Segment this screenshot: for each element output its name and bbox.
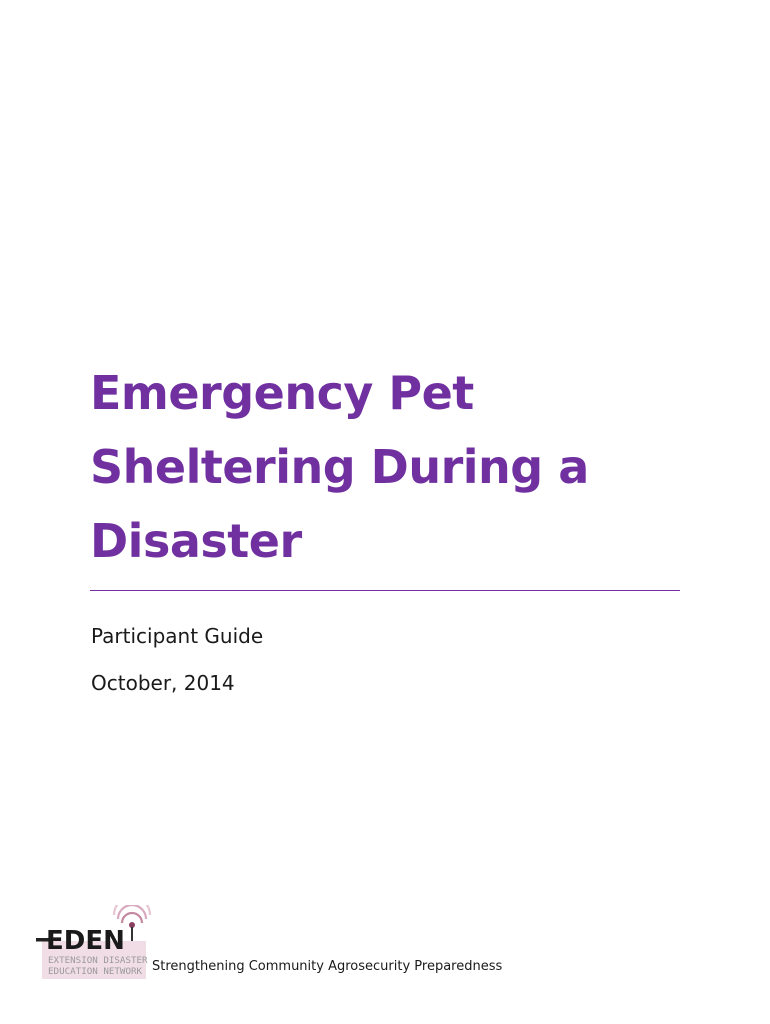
document-subtitle: Participant Guide <box>91 624 264 648</box>
logo-word: EDEN <box>46 926 125 956</box>
title-line-2: Sheltering During a <box>90 440 589 494</box>
eden-logo-graphic <box>36 905 151 980</box>
broadcast-icon <box>114 905 150 923</box>
title-line-1: Emergency Pet <box>90 366 474 420</box>
title-line-3: Disaster <box>90 514 302 568</box>
document-date: October, 2014 <box>91 671 235 695</box>
document-title <box>90 356 650 578</box>
logo-line-2: EDUCATION NETWORK <box>48 966 143 977</box>
logo-line-1: EXTENSION DISASTER <box>48 955 148 966</box>
title-divider <box>90 590 680 591</box>
eden-logo <box>36 905 151 980</box>
footer-tagline: Strengthening Community Agrosecurity Preparedness <box>152 959 503 974</box>
